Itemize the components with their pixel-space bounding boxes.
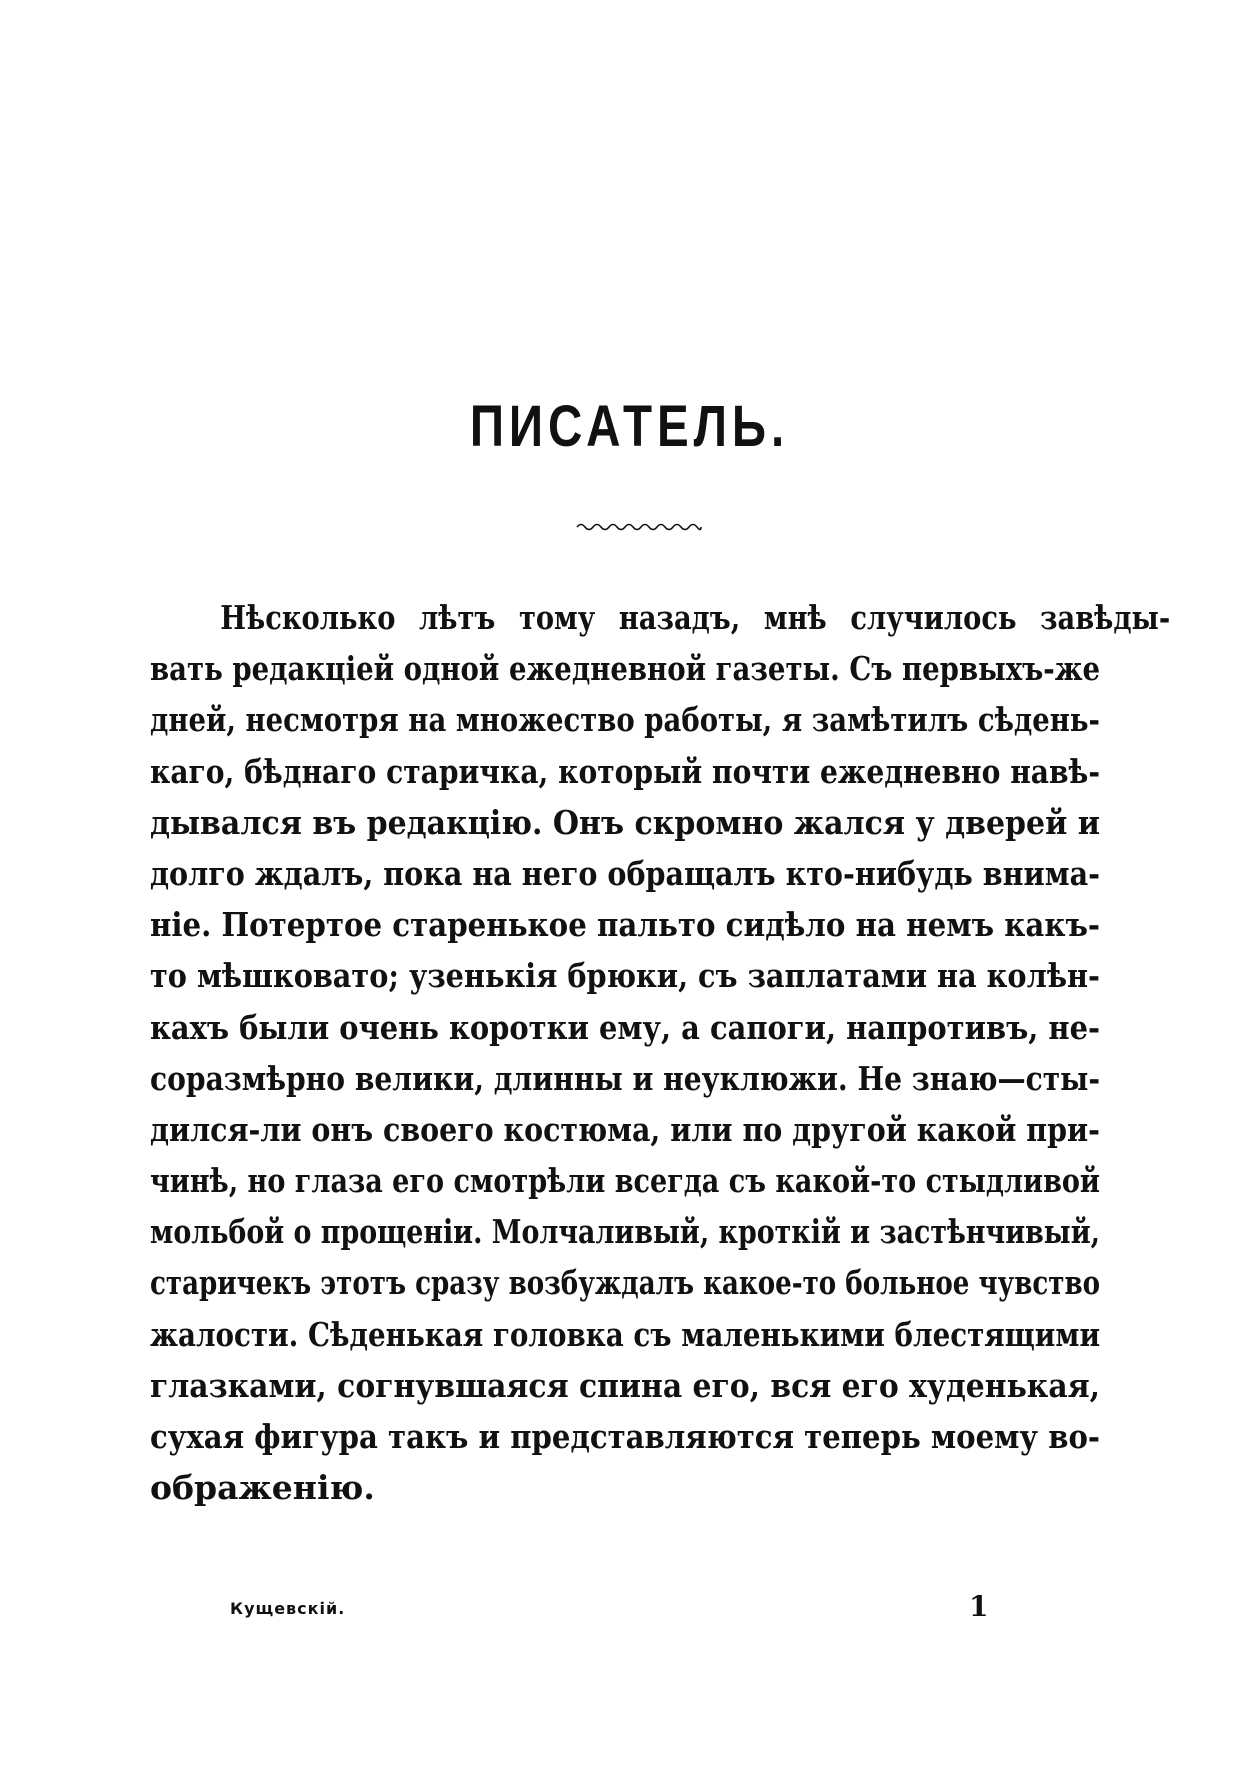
paragraph-line: дней, несмотря на множество работы, я замѣтилъ сѣдень-	[150, 700, 1100, 740]
page-title: ПИСАТЕЛЬ.	[469, 394, 790, 459]
paragraph-line: глазками, согнувшаяся спина его, вся его худенькая,	[150, 1365, 1101, 1405]
body-paragraph	[150, 592, 1171, 1513]
paragraph-line: вать редакціей одной ежедневной газеты. Съ первыхъ-же	[150, 649, 1101, 689]
paragraph-line: сухая фигура такъ и представляются теперь моему во-	[150, 1417, 1100, 1456]
paragraph-line: старичекъ этотъ сразу возбуждалъ какое-то больное чувство	[150, 1263, 1101, 1303]
footer-signature: Кущевскій.	[230, 1599, 346, 1618]
paragraph-line: каго, бѣднаго старичка, который почти ежедневно навѣ-	[150, 751, 1101, 791]
paragraph-line: то мѣшковато; узенькія брюки, съ заплатами на колѣн-	[150, 956, 1100, 996]
paragraph-line: ніе. Потертое старенькое пальто сидѣло на немъ какъ-	[150, 905, 1101, 945]
paragraph-line: Нѣсколько лѣтъ тому назадъ, мнѣ случилось завѣды-	[220, 598, 1171, 637]
paragraph-line: мольбой о прощеніи. Молчаливый, кроткій и застѣнчивый,	[150, 1212, 1101, 1252]
paragraph-line: жалости. Сѣденькая головка съ маленькими блестящими	[150, 1314, 1101, 1354]
paragraph-line: кахъ были очень коротки ему, а сапоги, напротивъ, не-	[150, 1007, 1101, 1047]
paragraph-line: соразмѣрно велики, длинны и неуклюжи. Не знаю—сты-	[150, 1058, 1101, 1098]
wavy-ornament-divider	[575, 520, 703, 534]
paragraph-line: долго ждалъ, пока на него обращалъ кто-нибудь внима-	[150, 853, 1100, 893]
paragraph-line: чинѣ, но глаза его смотрѣли всегда съ какой-то стыдливой	[150, 1161, 1101, 1201]
paragraph-line: дился-ли онъ своего костюма, или по другой какой при-	[150, 1109, 1100, 1149]
paragraph-line: дывался въ редакцію. Онъ скромно жался у дверей и	[150, 802, 1101, 842]
page-number: 1	[969, 1590, 989, 1623]
paragraph-line: ображенію.	[150, 1468, 375, 1508]
